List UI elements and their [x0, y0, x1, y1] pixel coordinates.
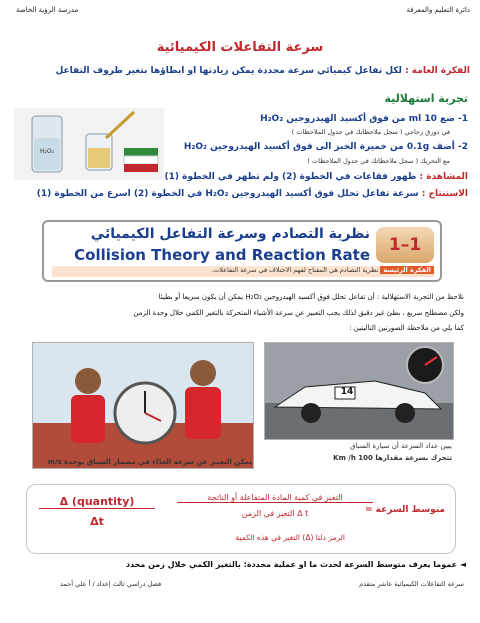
observation-text: ظهور فقاعات في الخطوة (2) ولم تظهر في الخطوة (1)	[164, 172, 417, 182]
car-number: 14	[340, 387, 354, 397]
main-idea-label: الفكرة العامة :	[405, 66, 470, 76]
footer-left: فصل دراسي ثالث إعداد / أ علي أحمد	[60, 580, 162, 588]
paragraph-1: نلاحظ من التجربة الاستهلالية : أن تفاعل تحلل فوق أكسيد الهيدروجين H₂O₂ يمكن أن يكون سريعا أو بطيئا	[158, 293, 464, 301]
summary-text: عموما يعرف متوسط السرعة لحدث ما او عملية محددة: بالتغير الكمي خلال زمن محدد	[125, 560, 458, 569]
banner-title-ar: نظرية التصادم وسرعة التفاعل الكيميائي	[90, 226, 370, 242]
conclusion-label: الاستنتاج :	[421, 189, 468, 199]
car-caption-1: يبين عداد السرعة أن سيارة السباق	[350, 442, 452, 450]
conclusion	[37, 189, 468, 199]
observation-label: المشاهدة :	[419, 172, 468, 182]
car-caption-2: تتحرك بسرعة مقدارها 100 Km /h	[333, 454, 452, 462]
formula-box	[26, 484, 456, 554]
runners-caption: يمكن التعبير عن سرعة العدّاء في مضمار السباق بوحدة m/s	[47, 458, 252, 466]
main-idea-text: لكل تفاعل كيميائي سرعة محددة يمكن زيادتها او ابطاؤها بتغير ظروف التفاعل	[55, 66, 402, 76]
beaker-label: H₂O₂	[40, 148, 55, 155]
observation	[164, 172, 468, 182]
formula-symbol-denominator: Δt	[90, 515, 104, 528]
formula-lhs: متوسط السرعة =	[364, 505, 445, 515]
paragraph-3: كما يلي من ملاحظة الصورتين التاليتين :	[349, 324, 464, 332]
main-idea-bar-text: نظرية التصادم هي المفتاح لفهم الاختلاف في سرعة التفاعلات.	[211, 266, 379, 274]
formula-denominator: التغير في الزمن Δ t	[241, 509, 309, 518]
header-right: دائرة التعليم والمعرفة	[406, 6, 470, 14]
lab-illustration	[14, 108, 164, 180]
summary	[126, 560, 466, 569]
section-number: 1–1	[376, 227, 434, 263]
formula-symbol-numerator: Δ (quantity)	[39, 495, 155, 509]
page-title: سرعة التفاعلات الكيميائية	[156, 40, 324, 55]
banner-title-en: Collision Theory and Reaction Rate	[74, 246, 370, 264]
experiment-heading: تجربة استهلالية	[384, 92, 468, 105]
step-1: 1- ضع 10 ml من فوق أكسيد الهيدروجين H₂O₂	[260, 114, 468, 124]
header-left: مدرسة الرؤية الخاصة	[16, 6, 79, 14]
step-2: 2- أضف 0.1g من خميرة الخبز الى فوق أكسيد الهيدروجين H₂O₂	[183, 142, 468, 152]
main-idea-tag: الفكرة الرئيسة	[380, 266, 434, 274]
triangle-bullet-icon: ◄	[459, 560, 466, 569]
car-photo	[264, 342, 454, 440]
paragraph-2: ولكن مصطلح سريع ، بطئ غير دقيق لذلك يجب التعبير عن سرعة الأشياء المتحركة بالتغير الكمي خلال وحدة الزمن	[133, 309, 464, 317]
runners-photo	[32, 342, 254, 469]
step-1-note: في دورق زجاجي ( سجل ملاحظاتك في جدول الملاحظات )	[291, 128, 450, 136]
section-banner	[42, 220, 442, 282]
main-idea	[10, 66, 470, 76]
step-2-note: مع التحريك ( سجل ملاحظاتك في جدول الملاحظات )	[307, 157, 450, 165]
formula-numerator: التغير في كمية المادة المتفاعلة أو الناتجة	[177, 493, 373, 503]
formula-note: الرمز دلتا (Δ) التغير في هذه الكمية	[235, 533, 345, 542]
footer-right: سرعة التفاعلات الكيميائية عاشر متقدم	[359, 580, 464, 588]
conclusion-text: سرعة تفاعل تحلل فوق أكسيد الهيدروجين H₂O₂ في الخطوة (2) اسرع من الخطوة (1)	[36, 189, 419, 199]
main-idea-bar	[52, 266, 434, 277]
